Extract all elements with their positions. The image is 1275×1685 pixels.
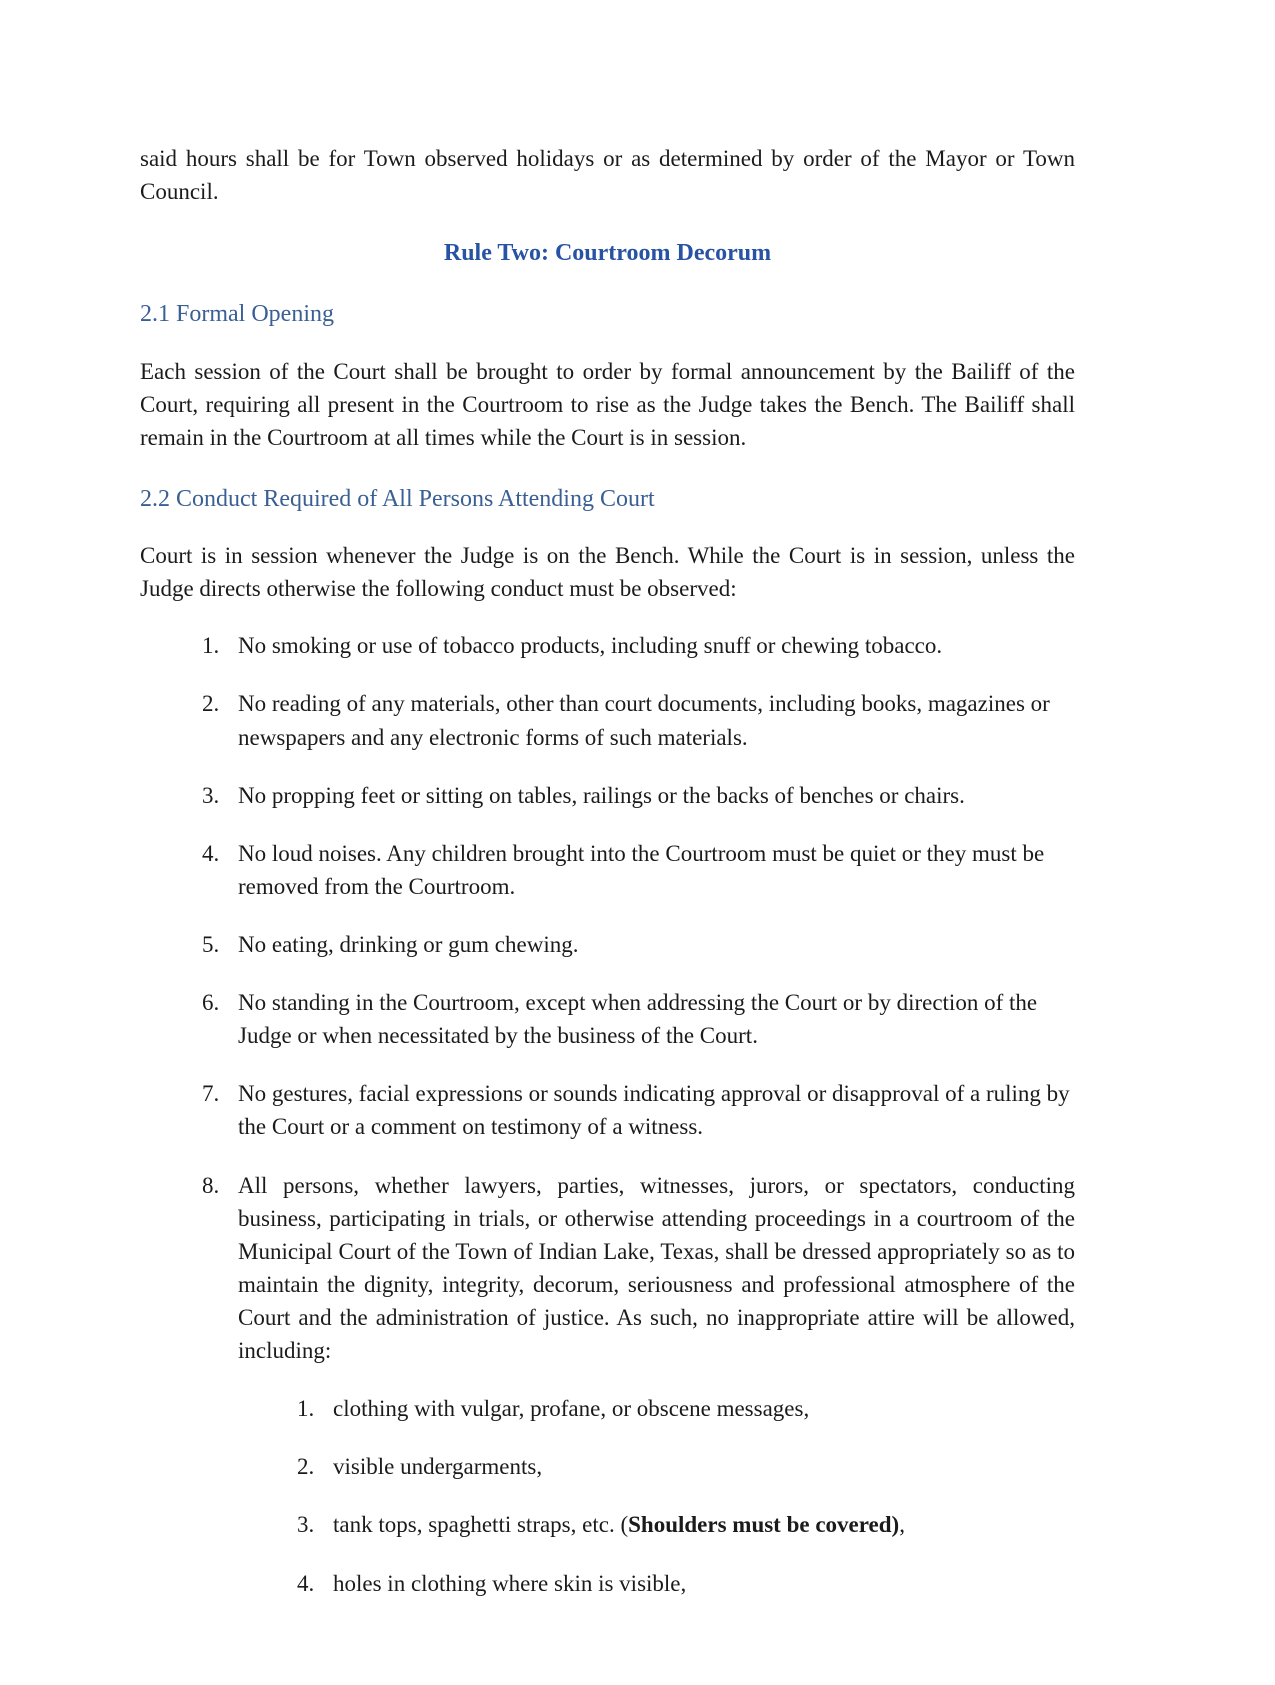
list-item-number: 3. (202, 782, 220, 808)
list-item-number: 1. (297, 1396, 315, 1422)
list-item-text-suffix: , (899, 1512, 905, 1538)
list-item-text-bold: Shoulders must be covered) (628, 1512, 900, 1538)
list-item-text: No reading of any materials, other than court documents, including books, magazines or newspapers and any electronic forms of such materials. (238, 691, 1050, 750)
section-heading-2-2: 2.2 Conduct Required of All Persons Attending Court (140, 485, 655, 512)
list-item-text: All persons, whether lawyers, parties, witnesses, jurors, or spectators, conducting business, participating in trials, or otherwise attending proceedings in a courtroom of the Municipal Court of the Town of Indian Lake, Texas, shall be dressed appropriately so as to maintain the dignity, integrity, decorum, seriousness and professional atmosphere of the Court and the administration of justice. As such, no inappropriate attire will be allowed, including: (238, 1172, 1075, 1364)
list-item-text: No standing in the Courtroom, except when addressing the Court or by direction of the Judge or when necessitated by the business of the Court. (238, 990, 1038, 1049)
section-2-2-paragraph: Court is in session whenever the Judge is on the Bench. While the Court is in session, unless the Judge directs otherwise the following conduct must be observed: (140, 543, 1075, 602)
list-item-text: No eating, drinking or gum chewing. (238, 931, 579, 957)
list-item-text-prefix: tank tops, spaghetti straps, etc. ( (333, 1512, 629, 1538)
attire-list (140, 1392, 1075, 1599)
list-item-number: 3. (297, 1512, 315, 1538)
list-item-text: clothing with vulgar, profane, or obscene messages, (333, 1396, 810, 1422)
list-item (202, 928, 1075, 961)
list-item (202, 1077, 1075, 1143)
list-item (297, 1567, 1075, 1600)
list-item-number: 4. (202, 840, 220, 866)
list-item-number: 4. (297, 1570, 315, 1596)
list-item (202, 629, 1075, 662)
list-item-text: No loud noises. Any children brought into the Courtroom must be quiet or they must be removed from the Courtroom. (238, 840, 1045, 899)
list-item-text: holes in clothing where skin is visible, (333, 1570, 687, 1596)
section-heading-2-1: 2.1 Formal Opening (140, 301, 334, 328)
list-item (202, 687, 1075, 753)
list-item (202, 986, 1075, 1052)
list-item-number: 7. (202, 1081, 220, 1107)
list-item (202, 779, 1075, 812)
conduct-list (140, 629, 1075, 1367)
intro-paragraph: said hours shall be for Town observed holidays or as determined by order of the Mayor or Town Council. (140, 146, 1075, 205)
list-item-number: 8. (202, 1172, 220, 1198)
list-item-text: No smoking or use of tobacco products, including snuff or chewing tobacco. (238, 633, 943, 659)
list-item-number: 6. (202, 990, 220, 1016)
list-item (297, 1450, 1075, 1483)
list-item-text: No propping feet or sitting on tables, railings or the backs of benches or chairs. (238, 782, 965, 808)
list-item-text (333, 1508, 1075, 1541)
list-item-number: 2. (297, 1454, 315, 1480)
list-item-number: 5. (202, 931, 220, 957)
section-2-1-paragraph: Each session of the Court shall be brought to order by formal announcement by the Bailiff of the Court, requiring all present in the Courtroom to rise as the Judge takes the Bench. The Bailiff shall remain in the Courtroom at all times while the Court is in session. (140, 358, 1075, 450)
list-item (202, 837, 1075, 903)
list-item-number: 1. (202, 633, 220, 659)
list-item-text: visible undergarments, (333, 1454, 543, 1480)
list-item-dress-code (202, 1169, 1075, 1368)
list-item-text: No gestures, facial expressions or sounds indicating approval or disapproval of a ruling by the Court or a comment on testimony of a witness. (238, 1081, 1070, 1140)
list-item (297, 1392, 1075, 1425)
list-item-number: 2. (202, 691, 220, 717)
list-item-shoulders-covered (297, 1508, 1075, 1541)
rule-two-heading: Rule Two: Courtroom Decorum (443, 240, 772, 267)
